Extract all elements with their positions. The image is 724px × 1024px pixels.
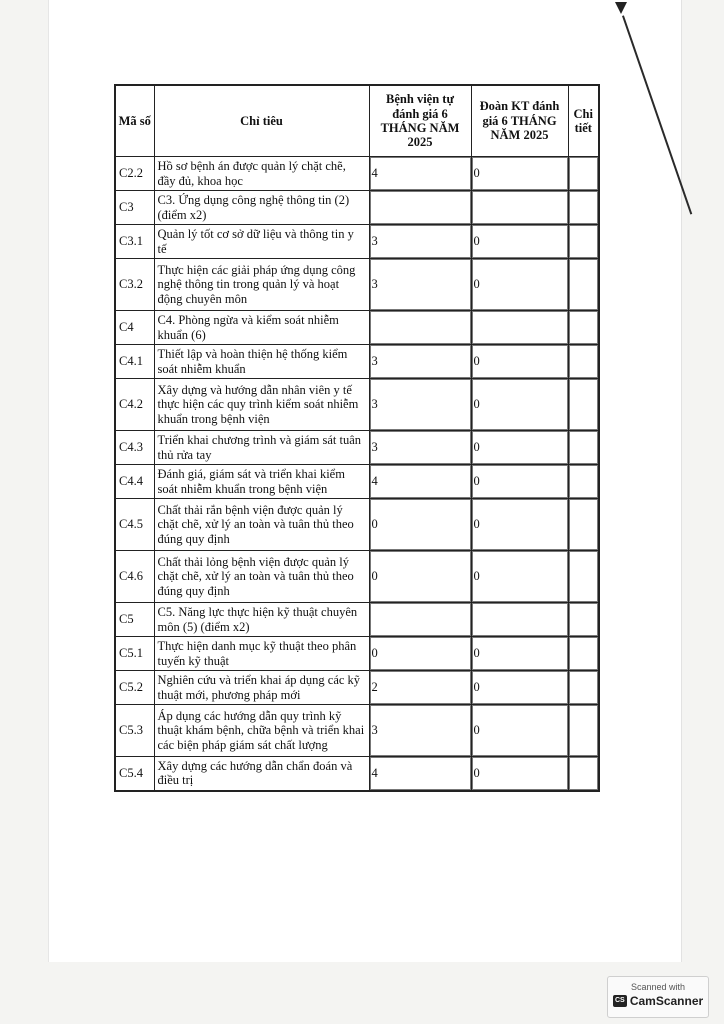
row-code: C3 xyxy=(115,191,154,225)
row-code: C4.3 xyxy=(115,431,154,465)
row-team-score: 0 xyxy=(471,157,568,191)
row-team-score: 0 xyxy=(471,705,568,757)
table-row xyxy=(115,311,599,345)
row-self-score: 3 xyxy=(369,345,471,379)
row-team-score: 0 xyxy=(471,431,568,465)
row-self-score: 0 xyxy=(369,551,471,603)
row-code: C2.2 xyxy=(115,157,154,191)
table-row xyxy=(115,157,599,191)
header-inspection: Đoàn KT đánh giá 6 THÁNG NĂM 2025 xyxy=(471,85,568,157)
row-detail xyxy=(568,551,599,603)
row-indicator: Thiết lập và hoàn thiện hệ thống kiểm soát nhiễm khuẩn xyxy=(154,345,369,379)
row-indicator: Quản lý tốt cơ sở dữ liệu và thông tin y tế xyxy=(154,225,369,259)
row-self-score: 4 xyxy=(369,757,471,791)
table-row xyxy=(115,345,599,379)
camscanner-brand xyxy=(608,994,708,1008)
row-code: C5.1 xyxy=(115,637,154,671)
row-team-score: 0 xyxy=(471,757,568,791)
row-self-score: 3 xyxy=(369,259,471,311)
row-self-score: 4 xyxy=(369,465,471,499)
header-detail: Chi tiết xyxy=(568,85,599,157)
row-team-score xyxy=(471,311,568,345)
row-code: C3.1 xyxy=(115,225,154,259)
row-self-score: 3 xyxy=(369,379,471,431)
row-indicator: Hồ sơ bệnh án được quản lý chặt chẽ, đầy đủ, khoa học xyxy=(154,157,369,191)
table-row xyxy=(115,603,599,637)
table-row xyxy=(115,671,599,705)
table-row xyxy=(115,259,599,311)
row-self-score: 3 xyxy=(369,225,471,259)
row-team-score: 0 xyxy=(471,551,568,603)
row-detail xyxy=(568,379,599,431)
row-detail xyxy=(568,465,599,499)
row-detail xyxy=(568,225,599,259)
table-row xyxy=(115,379,599,431)
camscanner-logo-icon: CS xyxy=(613,995,627,1007)
row-self-score: 0 xyxy=(369,499,471,551)
row-code: C4 xyxy=(115,311,154,345)
row-detail xyxy=(568,311,599,345)
row-self-score xyxy=(369,191,471,225)
row-detail xyxy=(568,637,599,671)
header-self-assessment: Bệnh viện tự đánh giá 6 THÁNG NĂM 2025 xyxy=(369,85,471,157)
row-team-score: 0 xyxy=(471,671,568,705)
row-indicator: Chất thải rắn bệnh viện được quản lý chặt chẽ, xử lý an toàn và tuân thủ theo đúng quy định xyxy=(154,499,369,551)
row-self-score: 3 xyxy=(369,705,471,757)
row-team-score: 0 xyxy=(471,637,568,671)
row-code: C4.2 xyxy=(115,379,154,431)
row-code: C4.5 xyxy=(115,499,154,551)
row-team-score: 0 xyxy=(471,225,568,259)
row-indicator: Xây dựng và hướng dẫn nhân viên y tế thực hiện các quy trình kiểm soát nhiễm khuẩn trong bệnh viện xyxy=(154,379,369,431)
row-detail xyxy=(568,499,599,551)
row-team-score xyxy=(471,191,568,225)
row-code: C4.1 xyxy=(115,345,154,379)
row-team-score: 0 xyxy=(471,465,568,499)
row-indicator: C4. Phòng ngừa và kiểm soát nhiễm khuẩn (6) xyxy=(154,311,369,345)
table-row xyxy=(115,757,599,791)
row-self-score: 3 xyxy=(369,431,471,465)
row-team-score: 0 xyxy=(471,345,568,379)
row-indicator: Chất thải lỏng bệnh viện được quản lý chặt chẽ, xử lý an toàn và tuân thủ theo đúng quy định xyxy=(154,551,369,603)
row-self-score: 2 xyxy=(369,671,471,705)
row-detail xyxy=(568,757,599,791)
row-team-score xyxy=(471,603,568,637)
table-row xyxy=(115,225,599,259)
table-row xyxy=(115,499,599,551)
row-detail xyxy=(568,671,599,705)
row-indicator: Thực hiện các giải pháp ứng dụng công nghệ thông tin trong quản lý và hoạt động chuyên môn xyxy=(154,259,369,311)
row-detail xyxy=(568,345,599,379)
row-code: C5 xyxy=(115,603,154,637)
row-detail xyxy=(568,603,599,637)
row-self-score: 0 xyxy=(369,637,471,671)
table-row xyxy=(115,465,599,499)
row-self-score: 4 xyxy=(369,157,471,191)
row-self-score xyxy=(369,311,471,345)
row-code: C5.4 xyxy=(115,757,154,791)
scanned-with-label: Scanned with xyxy=(630,982,686,992)
table-row xyxy=(115,191,599,225)
row-detail xyxy=(568,191,599,225)
row-indicator: Đánh giá, giám sát và triển khai kiểm soát nhiễm khuẩn trong bệnh viện xyxy=(154,465,369,499)
row-code: C5.2 xyxy=(115,671,154,705)
row-indicator: C5. Năng lực thực hiện kỹ thuật chuyên môn (5) (điểm x2) xyxy=(154,603,369,637)
page-edge-mark xyxy=(615,2,627,14)
row-detail xyxy=(568,431,599,465)
row-indicator: C3. Ứng dụng công nghệ thông tin (2) (điểm x2) xyxy=(154,191,369,225)
row-code: C4.6 xyxy=(115,551,154,603)
row-detail xyxy=(568,705,599,757)
header-indicator: Chỉ tiêu xyxy=(154,85,369,157)
row-indicator: Triển khai chương trình và giám sát tuân thủ rửa tay xyxy=(154,431,369,465)
row-detail xyxy=(568,259,599,311)
row-team-score: 0 xyxy=(471,259,568,311)
table-row xyxy=(115,431,599,465)
row-code: C5.3 xyxy=(115,705,154,757)
row-self-score xyxy=(369,603,471,637)
row-team-score: 0 xyxy=(471,379,568,431)
row-detail xyxy=(568,157,599,191)
row-indicator: Xây dựng các hướng dẫn chẩn đoán và điều trị xyxy=(154,757,369,791)
row-code: C3.2 xyxy=(115,259,154,311)
row-code: C4.4 xyxy=(115,465,154,499)
row-team-score: 0 xyxy=(471,499,568,551)
camscanner-name: CamScanner xyxy=(629,994,704,1008)
table-header-row xyxy=(115,85,599,157)
camscanner-watermark xyxy=(607,976,709,1018)
evaluation-table xyxy=(114,84,600,792)
row-indicator: Thực hiện danh mục kỹ thuật theo phân tuyến kỹ thuật xyxy=(154,637,369,671)
table-row xyxy=(115,551,599,603)
row-indicator: Nghiên cứu và triển khai áp dụng các kỹ thuật mới, phương pháp mới xyxy=(154,671,369,705)
table-row xyxy=(115,637,599,671)
table-row xyxy=(115,705,599,757)
header-code: Mã số xyxy=(115,85,154,157)
row-indicator: Áp dụng các hướng dẫn quy trình kỹ thuật khám bệnh, chữa bệnh và triển khai các biện pháp giám sát chất lượng xyxy=(154,705,369,757)
